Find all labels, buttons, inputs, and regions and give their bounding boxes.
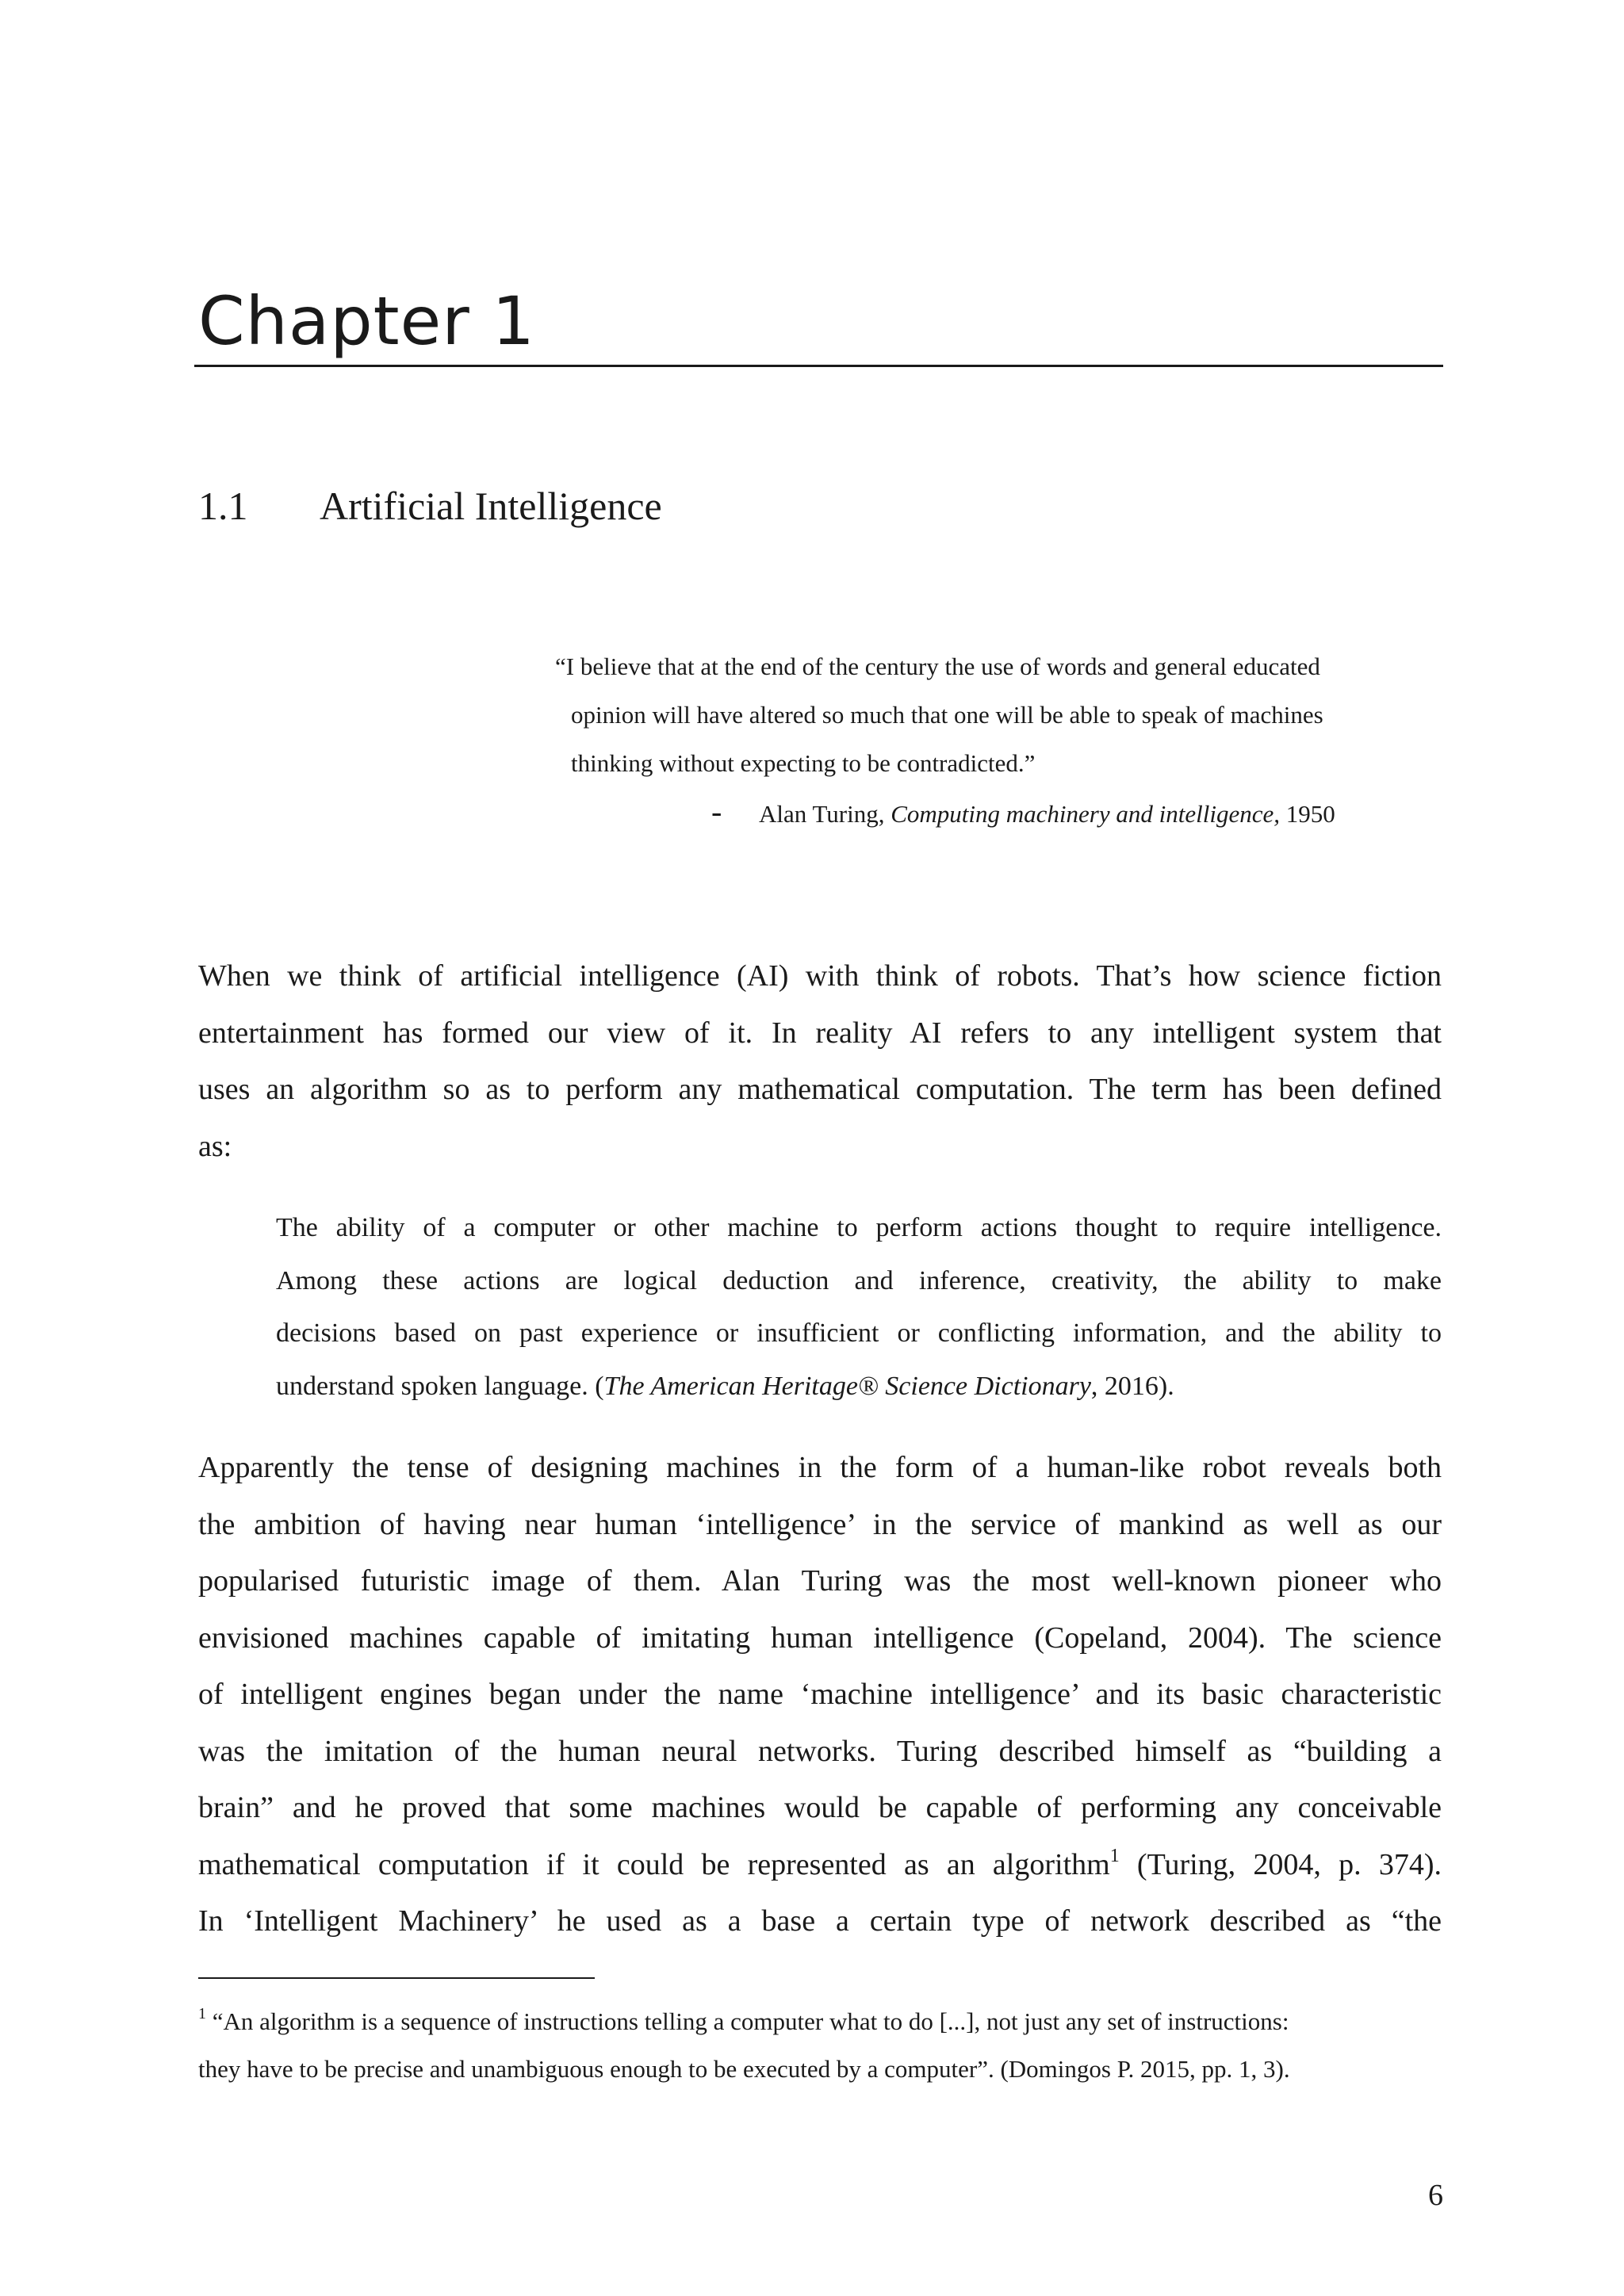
section-number: 1.1 [198, 484, 248, 528]
footnote [198, 1990, 1443, 2093]
footnote-reference-link[interactable]: 1 [1109, 1845, 1120, 1866]
attribution-dash: - [711, 794, 722, 829]
text-line: of intelligent engines began under the name ‘machine intelligence’ and its basic characteristic [198, 1678, 1442, 1711]
attribution-work: Computing machinery and intelligence, [891, 800, 1280, 828]
page-number: 6 [1428, 2179, 1443, 2212]
epigraph-quote [555, 642, 1443, 838]
section-title: Artificial Intelligence [320, 484, 662, 528]
text-line [198, 1837, 1442, 1894]
attribution-year: 1950 [1279, 800, 1335, 828]
definition-source-title: The American Heritage® Science Dictionary [603, 1371, 1091, 1401]
text-line: brain” and he proved that some machines would be capable of performing any conceivable [198, 1791, 1442, 1824]
text-fragment: (Turing, 2004, p. 374). [1119, 1847, 1442, 1881]
epigraph-attribution [555, 787, 1443, 838]
definition-text: understand spoken language. ( [276, 1371, 604, 1401]
body-paragraph-turing [198, 1440, 1442, 1950]
text-line [276, 1360, 1442, 1414]
body-paragraph-intro [198, 948, 1442, 1175]
text-line: the ambition of having near human ‘intelligence’ in the service of mankind as well as our [198, 1507, 1442, 1541]
epigraph-line: opinion will have altered so much that one will be able to speak of machines [571, 701, 1323, 729]
definition-block-quote [276, 1202, 1442, 1413]
section-heading [198, 482, 662, 530]
text-line: envisioned machines capable of imitating human intelligence (Copeland, 2004). The science [198, 1621, 1442, 1655]
text-line: as: [198, 1129, 232, 1163]
footnote-mark: 1 [198, 2005, 206, 2022]
footnote-divider [198, 1977, 595, 1979]
footnote-line: they have to be precise and unambiguous enough to be executed by a computer”. (Domingos P. 2015, pp. 1, 3). [198, 2055, 1290, 2083]
chapter-divider [194, 365, 1443, 367]
chapter-heading: Chapter 1 [198, 282, 535, 360]
text-line: The ability of a computer or other machine to perform actions thought to require intelligence. [276, 1213, 1442, 1242]
text-line: popularised futuristic image of them. Alan Turing was the most well-known pioneer who [198, 1564, 1442, 1598]
text-line: When we think of artificial intelligence (AI) with think of robots. That’s how science fiction [198, 959, 1442, 993]
definition-citation: , 2016). [1090, 1371, 1174, 1401]
epigraph-line: “I believe that at the end of the century the use of words and general educated [555, 652, 1320, 680]
footnote-text: “An algorithm is a sequence of instructions telling a computer what to do [...], not just any set of instructions: [206, 2007, 1289, 2035]
epigraph-line: thinking without expecting to be contradicted.” [571, 749, 1036, 777]
text-fragment: mathematical computation if it could be represented as an algorithm [198, 1847, 1110, 1881]
footnote-line [198, 1990, 1443, 2045]
text-line: In ‘Intelligent Machinery’ he used as a base a certain type of network described as “the [198, 1904, 1442, 1938]
text-line: was the imitation of the human neural networks. Turing described himself as “building a [198, 1734, 1442, 1768]
text-line: Apparently the tense of designing machines in the form of a human-like robot reveals both [198, 1451, 1442, 1484]
text-line: entertainment has formed our view of it. In reality AI refers to any intelligent system that [198, 1016, 1442, 1050]
attribution-author: Alan Turing, [759, 800, 891, 828]
text-line: uses an algorithm so as to perform any mathematical computation. The term has been defined [198, 1073, 1442, 1106]
text-line: decisions based on past experience or insufficient or conflicting information, and the ability to [276, 1318, 1442, 1348]
text-line: Among these actions are logical deduction and inference, creativity, the ability to make [276, 1265, 1442, 1295]
